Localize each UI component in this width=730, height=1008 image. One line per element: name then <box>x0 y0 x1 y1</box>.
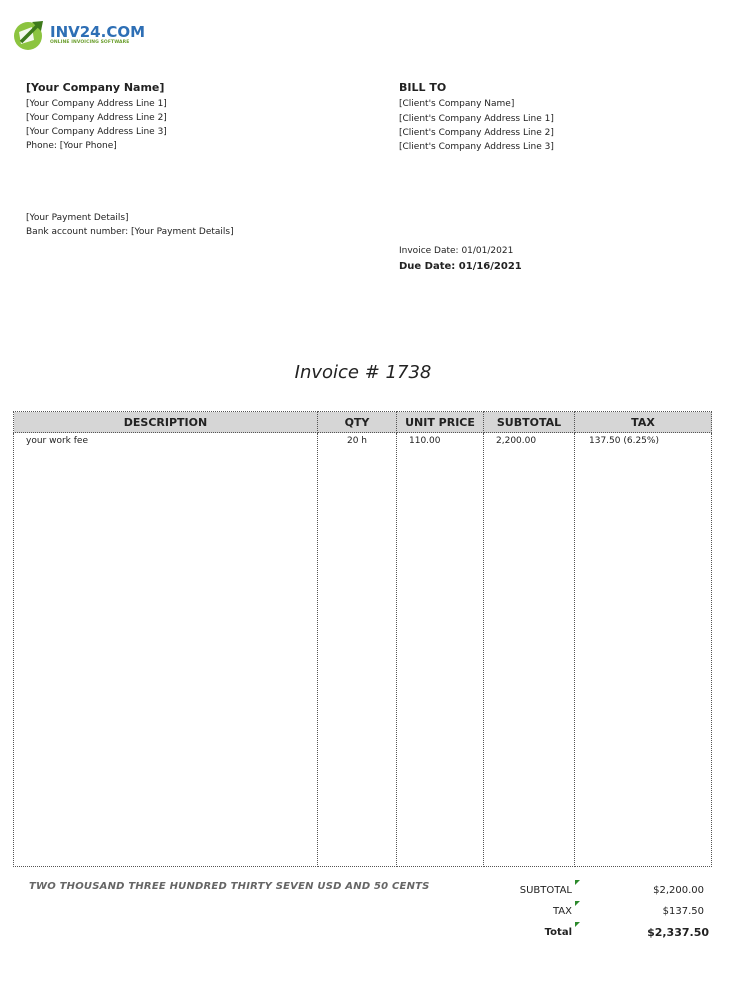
payment-details: [Your Payment Details] <box>26 213 129 223</box>
due-date: Due Date: 01/16/2021 <box>399 261 522 272</box>
amount-in-words: TWO THOUSAND THREE HUNDRED THIRTY SEVEN USD AND 50 CENTS <box>29 881 430 892</box>
company-address-line: [Your Company Address Line 3] <box>26 127 167 137</box>
row-tax: 137.50 (6.25%) <box>575 433 712 867</box>
client-company-name: [Client's Company Name] <box>399 99 515 109</box>
items-table <box>13 411 712 867</box>
header-qty: QTY <box>318 412 397 433</box>
table-row <box>14 433 712 867</box>
bill-to-lines <box>399 97 554 154</box>
comment-flag-icon <box>575 922 580 927</box>
company-address <box>26 97 167 153</box>
row-description: your work fee <box>14 433 318 867</box>
header-subtotal: SUBTOTAL <box>484 412 575 433</box>
table-header-row <box>14 412 712 433</box>
logo-name: INV24.COM <box>50 22 146 41</box>
invoice-title: Invoice # 1738 <box>294 362 432 383</box>
logo-icon <box>12 18 48 52</box>
row-qty: 20 h <box>318 433 397 867</box>
row-unit-price: 110.00 <box>397 433 484 867</box>
payment-details-block <box>26 211 234 239</box>
client-address-line: [Client's Company Address Line 2] <box>399 128 554 138</box>
company-address-line: [Your Company Address Line 1] <box>26 99 167 109</box>
invoice-date: Invoice Date: 01/01/2021 <box>399 246 514 256</box>
subtotal-value: $2,200.00 <box>653 885 704 896</box>
row-subtotal: 2,200.00 <box>484 433 575 867</box>
company-phone: Phone: [Your Phone] <box>26 141 117 151</box>
header-tax: TAX <box>575 412 712 433</box>
logo <box>12 18 145 52</box>
client-address-line: [Client's Company Address Line 1] <box>399 114 554 124</box>
company-name: [Your Company Name] <box>26 81 165 94</box>
total-value: $2,337.50 <box>647 926 709 939</box>
tax-label: TAX <box>552 906 572 917</box>
header-unit-price: UNIT PRICE <box>397 412 484 433</box>
logo-tagline: ONLINE INVOICING SOFTWARE <box>50 39 130 45</box>
comment-flag-icon <box>575 880 580 885</box>
company-address-line: [Your Company Address Line 2] <box>26 113 167 123</box>
subtotal-label: SUBTOTAL <box>519 885 572 896</box>
comment-flag-icon <box>575 901 580 906</box>
total-label: Total <box>544 927 572 938</box>
tax-value: $137.50 <box>662 906 704 917</box>
bill-to-heading: BILL TO <box>399 81 447 94</box>
client-address-line: [Client's Company Address Line 3] <box>399 142 554 152</box>
bank-account: Bank account number: [Your Payment Details] <box>26 227 234 237</box>
header-description: DESCRIPTION <box>14 412 318 433</box>
